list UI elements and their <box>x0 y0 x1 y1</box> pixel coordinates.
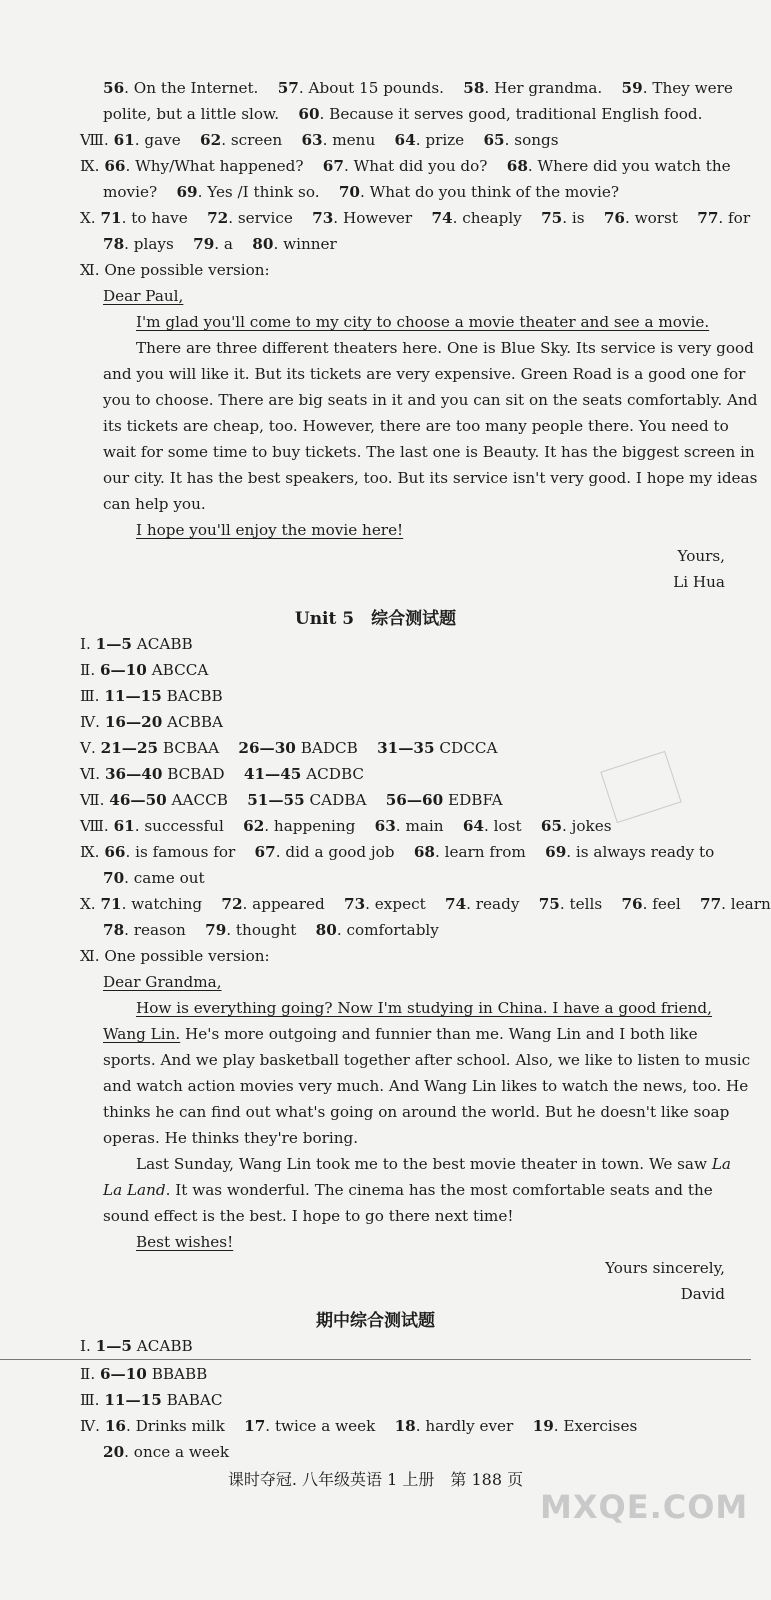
text-line: I hope you'll enjoy the movie here! <box>136 521 404 539</box>
text-line: operas. He thinks they're boring. <box>103 1129 359 1147</box>
text-line: 56. On the Internet. 57. About 15 pounds. 58. Her grandma. 59. They were <box>103 79 733 97</box>
text-line: sound effect is the best. I hope to go there next time! <box>103 1207 514 1225</box>
text-line: Ⅲ. 11—15 BABAC <box>80 1391 223 1409</box>
text-line: Ⅳ. 16—20 ACBBA <box>80 713 224 731</box>
text-line: wait for some time to buy tickets. The last one is Beauty. It has the biggest screen in <box>103 443 755 461</box>
text-line: polite, but a little slow. 60. Because it serves good, traditional English food. <box>103 105 703 123</box>
text-line: 78. plays 79. a 80. winner <box>103 235 337 253</box>
text-line: Ⅴ. 21—25 BCBAA 26—30 BADCB 31—35 CDCCA <box>80 739 498 757</box>
text-line: and watch action movies very much. And Wang Lin likes to watch the news, too. He <box>103 1077 749 1095</box>
text-line: you to choose. There are big seats in it and you can sit on the seats comfortably. And <box>103 391 758 409</box>
site-watermark: MXQE.COM <box>540 1488 749 1526</box>
text-line: Ⅳ. 16. Drinks milk 17. twice a week 18. hardly ever 19. Exercises <box>80 1417 638 1435</box>
text-line: Yours, <box>677 547 725 565</box>
text-line: Li Hua <box>673 573 725 591</box>
text-line: thinks he can find out what's going on around the world. But he doesn't like soap <box>103 1103 730 1121</box>
stamp-mark <box>600 751 681 823</box>
text-line: Ⅵ. 36—40 BCBAD 41—45 ACDBC <box>80 765 365 783</box>
text-line: There are three different theaters here. One is Blue Sky. Its service is very good <box>136 339 754 357</box>
text-line: Ⅱ. 6—10 ABCCA <box>80 661 209 679</box>
text-line: Ⅷ. 61. gave 62. screen 63. menu 64. prize 65. songs <box>80 131 559 149</box>
text-line: I'm glad you'll come to my city to choose a movie theater and see a movie. <box>136 313 710 331</box>
page-footer: 课时夺冠. 八年级英语 1 上册 第 188 页 <box>227 1470 524 1489</box>
text-line: Ⅲ. 11—15 BACBB <box>80 687 223 705</box>
text-line: 20. once a week <box>103 1443 230 1461</box>
text-line: Ⅷ. 61. successful 62. happening 63. main 64. lost 65. jokes <box>80 817 612 835</box>
text-line: Dear Paul, <box>103 287 184 305</box>
text-line: Ⅰ. 1—5 ACABB <box>80 635 193 653</box>
text-line: Ⅶ. 46—50 AACCB 51—55 CADBA 56—60 EDBFA <box>80 791 503 809</box>
section-title: 期中综合测试题 <box>316 1311 435 1331</box>
text-line: Ⅺ. One possible version: <box>80 261 270 279</box>
text-line: Ⅹ. 71. to have 72. service 73. However 74. cheaply 75. is 76. worst 77. for <box>80 209 751 227</box>
text-line: 70. came out <box>103 869 205 887</box>
text-line: Ⅺ. One possible version: <box>80 947 270 965</box>
text-line: Ⅰ. 1—5 ACABB <box>80 1337 193 1355</box>
text-line: Ⅱ. 6—10 BBABB <box>80 1365 208 1383</box>
text-line: Wang Lin. He's more outgoing and funnier than me. Wang Lin and I both like <box>103 1025 698 1043</box>
text-line: David <box>680 1285 725 1303</box>
text-line: Ⅸ. 66. Why/What happened? 67. What did you do? 68. Where did you watch the <box>80 157 731 175</box>
text-line: movie? 69. Yes /I think so. 70. What do you think of the movie? <box>103 183 620 201</box>
text-line: our city. It has the best speakers, too. But its service isn't very good. I hope my ideas <box>103 469 758 487</box>
text-line: Ⅹ. 71. watching 72. appeared 73. expect 74. ready 75. tells 76. feel 77. learn <box>80 895 771 913</box>
text-line: sports. And we play basketball together after school. Also, we like to listen to music <box>103 1051 751 1069</box>
text-line: can help you. <box>103 495 206 513</box>
text-line: La Land. It was wonderful. The cinema has the most comfortable seats and the <box>103 1181 713 1199</box>
section-title: Unit 5 综合测试题 <box>294 609 457 629</box>
text-line: Best wishes! <box>136 1233 234 1251</box>
text-line: Ⅸ. 66. is famous for 67. did a good job 68. learn from 69. is always ready to <box>80 843 715 861</box>
text-line: Dear Grandma, <box>103 973 222 991</box>
text-line: its tickets are cheap, too. However, there are too many people there. You need to <box>103 417 729 435</box>
text-line: Yours sincerely, <box>605 1259 725 1277</box>
text-line: Last Sunday, Wang Lin took me to the best movie theater in town. We saw La <box>136 1155 731 1173</box>
page-divider <box>0 1359 751 1360</box>
text-line: 78. reason 79. thought 80. comfortably <box>103 921 439 939</box>
text-line: How is everything going? Now I'm studying in China. I have a good friend, <box>136 999 712 1017</box>
text-line: and you will like it. But its tickets are very expensive. Green Road is a good one for <box>103 365 746 383</box>
